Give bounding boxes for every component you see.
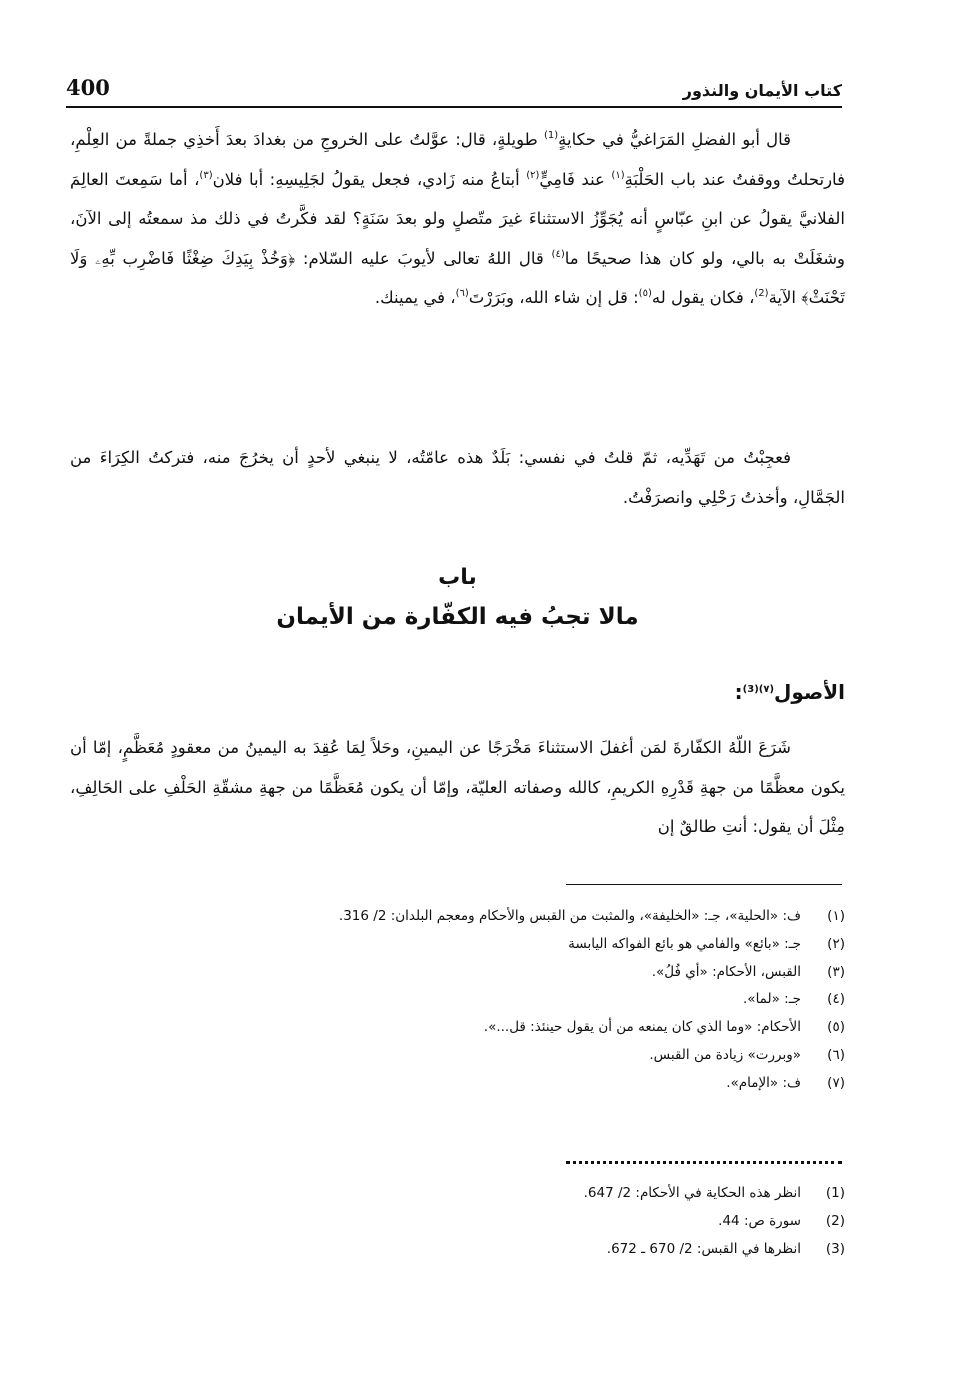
usul-paragraph [70,728,845,847]
footnote-ref: (١) [611,169,625,181]
footnote-item [155,1208,845,1236]
footnote-ref: (٣) [199,169,213,181]
footnote-ref: (3) [742,684,759,695]
story-paragraph [70,120,845,318]
footnote-ref: (٤) [551,248,565,260]
footnote-text: ف: «الحلية»، جـ: «الخليفة»، والمثبت من القبس والأحكام ومعجم البلدان: 2/ 316. [338,908,801,924]
footnote-text: سورة ص: 44. [718,1212,801,1229]
text-run: : قل إن شاء الله، وبَرَرْتَ [468,288,639,307]
footnote-item [155,1180,845,1208]
footnote-text: القبس، الأحكام: «أي فُلُ». [651,963,801,980]
section-heading [735,680,845,704]
footnote-item [155,986,845,1014]
page-number: 400 [66,75,110,100]
footnote-item [155,959,845,987]
footnote-text: انظر هذه الحكاية في الأحكام: 2/ 647. [583,1185,801,1201]
footnotes-sources [155,1180,845,1263]
conclusion-paragraph [70,438,845,517]
footnote-number: (٧) [827,1074,845,1091]
footnote-text: الأحكام: «وما الذي كان يمنعه من أن يقول حينئذ: قل...». [483,1019,801,1036]
text-run: قال اللهُ تعالى لأيوبَ عليه السّلام: ﴿وَخُذْ بِيَدِكَ ضِغْثًا فَاضْرِب بِّهِۦ وَلَا تَحْنَثْ﴾ الآية [70,248,845,307]
footnote-text: «وبررت» زيادة من القبس. [649,1046,801,1063]
text-run: ، فكان يقول له [651,288,755,307]
footnote-ref: (٥) [638,288,652,299]
running-header [66,66,842,108]
footnote-number: (٥) [827,1019,845,1036]
footnotes-variants [155,903,845,1098]
text-run: طويلةٍ، قال: عوَّلتُ على الخروجِ من بغدادَ بعدَ أَخذِي جملةً من العِلْمِ، فارتحلتُ ووقفتُ عند باب الحَلْبَةِ [70,130,845,189]
footnote-text: جـ: «لما». [743,991,801,1008]
dotted-separator [566,1161,842,1164]
text-run: ، أما سَمِعتَ العالِمَ الفلانيَّ يقولُ عن ابنِ عبّاسٍ أنه يُجَوِّزُ الاستثناءَ غيرَ متّصلٍ ولو بعدَ سَنَةٍ؟ لقد فكَّرتُ في ذلك مذ سمعتُه إلى الآنَ، وشغَلَتْ به بالي، ولو كان هذا صحيحًا ما [70,169,845,268]
footnote-item [155,1236,845,1264]
footnote-item [155,903,845,931]
footnote-ref: (1) [543,130,559,141]
footnote-number: (3) [825,1240,845,1257]
chapter-label: باب [438,565,477,590]
chapter-title: مالا تجبُ فيه الكفّارة من الأيمان [276,604,639,630]
section-heading-label: الأصول [774,680,845,704]
footnote-item [155,1014,845,1042]
footnote-ref: (٢) [526,169,540,181]
running-title: كتاب الأيمان والنذور [682,81,842,100]
footnote-item [155,1070,845,1098]
footnote-number: (٤) [827,991,845,1008]
footnote-ref: (2) [754,288,769,299]
footnote-ref: (٧) [758,684,775,695]
footnote-separator [566,884,842,885]
footnote-number: (٢) [827,935,845,952]
text-run: ، في يمينك. [374,288,456,307]
footnote-text: جـ: «بائع» والفامي هو بائع الفواكه اليابسة [568,935,801,952]
footnote-ref: (٦) [455,288,469,299]
footnote-text: ف: «الإمام». [726,1074,801,1091]
text-run: شَرَعَ اللّهُ الكفّارةَ لمَن أغفلَ الاستثناءَ مَخْرَجًا عن اليمينِ، وحَلاً لِمَا عُقِدَ به اليمينُ من معقودٍ مُعَظَّمٍ، إمّا أن يكون معظَّمًا من جهةِ قَدْرِهِ الكريمِ، كالله وصفاته العليّة، وإمّا أن يكون مُعَظَّمًا من جهةِ مشقّةِ الحَلْفِ على الحَالِفِ، مِثْلَ أن يقول: أنتِ طالقٌ إن [70,738,845,836]
footnote-number: (1) [825,1185,845,1201]
footnote-text: انظرها في القبس: 2/ 670 ـ 672. [606,1240,801,1257]
section-heading-colon: : [734,680,743,704]
text-run: قال أبو الفضلِ المَرَاغيُّ في حكايةٍ [558,130,791,149]
footnote-number: (٣) [827,963,845,980]
footnote-number: (٦) [827,1046,845,1063]
footnote-number: (١) [827,908,845,924]
text-run: أبتاعُ منه زَادي، فجعل يقولُ لجَلِيسِهِ: أبا فلان [212,169,527,189]
footnote-number: (2) [825,1212,845,1229]
footnote-item [155,931,845,959]
footnote-item [155,1042,845,1070]
text-run: فعجِبْتُ من تَهَدِّيه، ثمّ قلتُ في نفسي: بَلَدٌ هذه عامّتُه، لا ينبغي لأحدٍ أن يخرُجَ منه، فتركتُ الكِرَاءَ من الجَمَّالِ، وأخذتُ رَحْلِي وانصرَفْتُ. [70,448,845,507]
text-run: عند فَامِيٍّ [539,169,612,189]
